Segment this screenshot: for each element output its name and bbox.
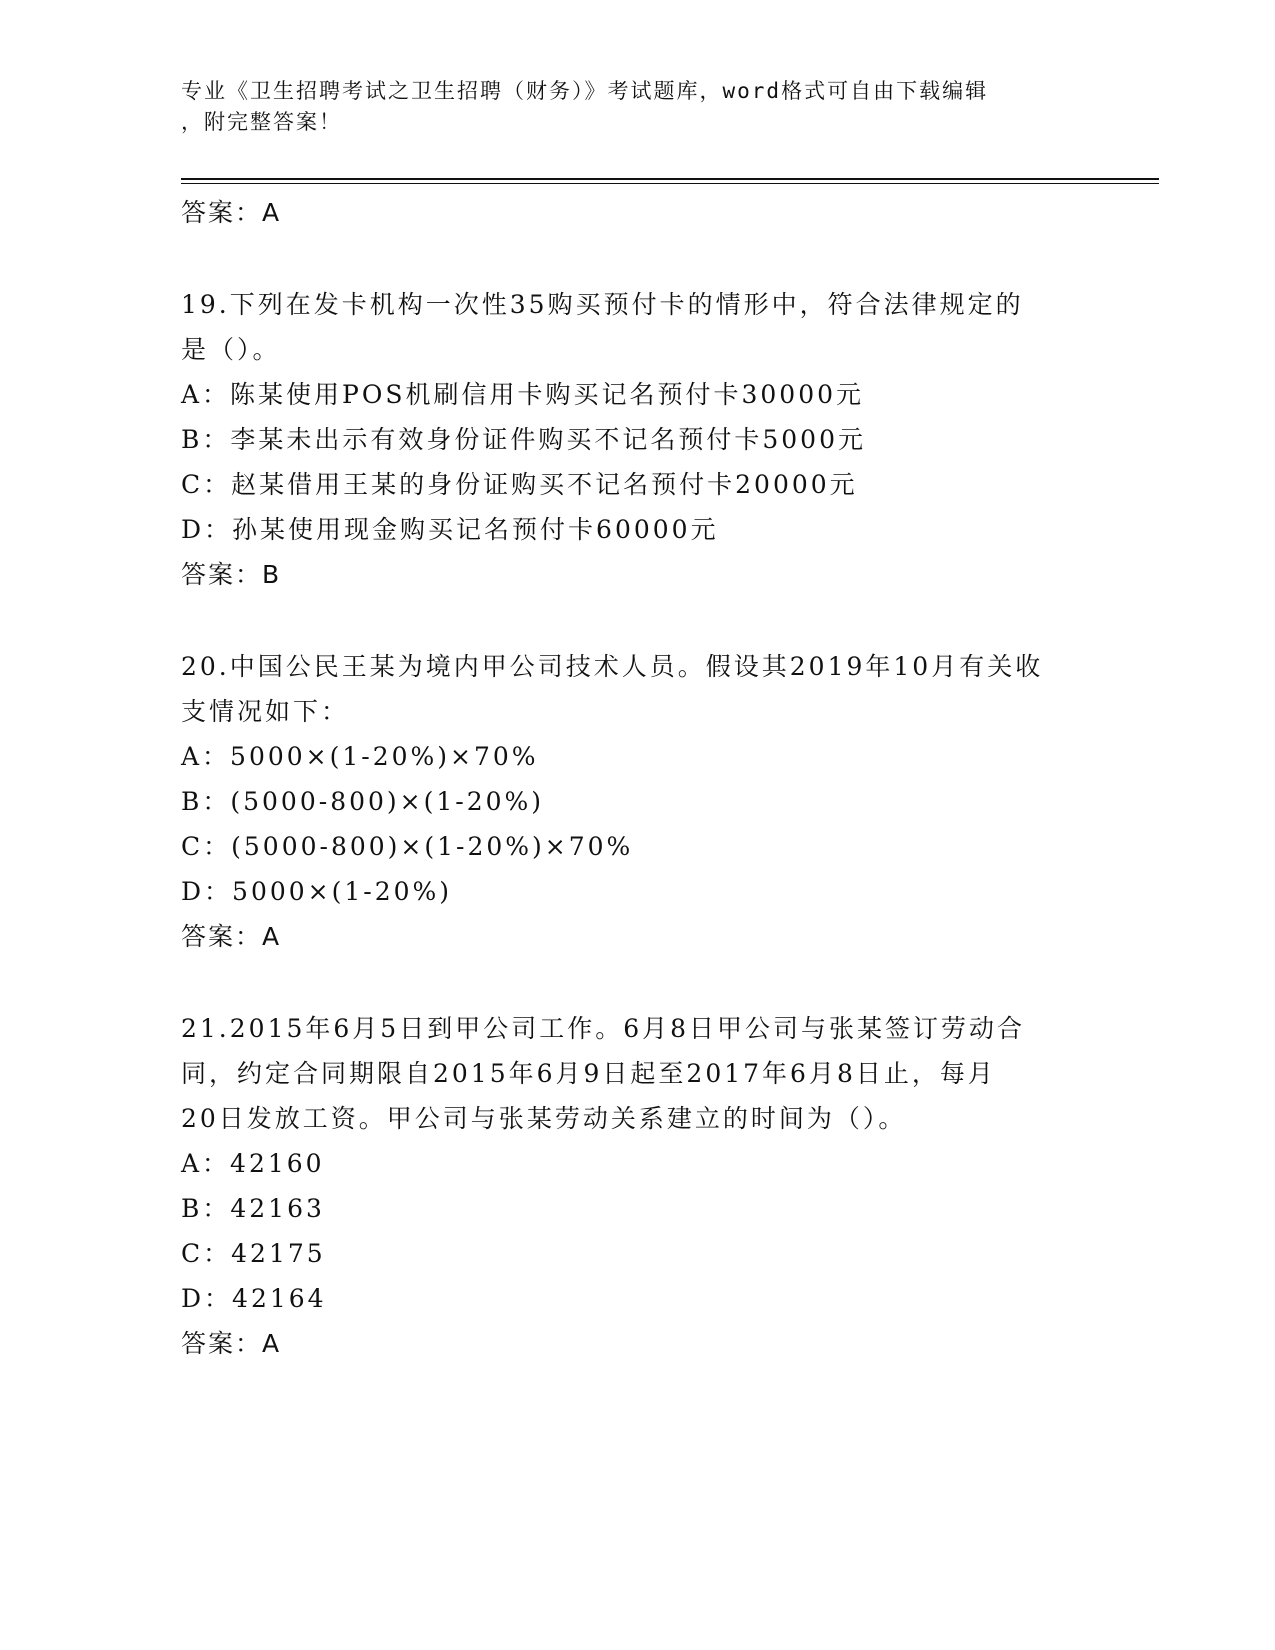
question-text: 是（）。	[181, 335, 281, 364]
option-c: C：(5000-800)×(1-20%)×70%	[181, 832, 634, 861]
header-line-1: 专业《卫生招聘考试之卫生招聘（财务）》考试题库，word格式可自由下载编辑	[181, 79, 989, 103]
option-b: B：李某未出示有效身份证件购买不记名预付卡5000元	[181, 425, 866, 454]
question-text: 支情况如下：	[181, 697, 350, 726]
option-b: B：(5000-800)×(1-20%)	[181, 787, 545, 816]
option-a: A：42160	[181, 1149, 325, 1178]
question-19	[181, 282, 1081, 597]
option-d: D：42164	[181, 1284, 327, 1313]
answer: 答案：A	[181, 922, 282, 951]
header-line-2: ，附完整答案！	[181, 110, 342, 134]
question-text: 19.下列在发卡机构一次性35购买预付卡的情形中，符合法律规定的	[181, 290, 1024, 319]
option-a: A：5000×(1-20%)×70%	[181, 742, 539, 771]
document-body	[181, 190, 1081, 1366]
option-d: D：孙某使用现金购买记名预付卡60000元	[181, 515, 719, 544]
answer-prev: 答案：A	[181, 198, 282, 227]
question-text: 20.中国公民王某为境内甲公司技术人员。假设其2019年10月有关收	[181, 652, 1044, 681]
document-header	[181, 76, 1061, 138]
question-text: 同，约定合同期限自2015年6月9日起至2017年6月8日止，每月	[181, 1059, 996, 1088]
option-a: A：陈某使用POS机刷信用卡购买记名预付卡30000元	[181, 380, 865, 409]
option-c: C：赵某借用王某的身份证购买不记名预付卡20000元	[181, 470, 858, 499]
question-text: 21.2015年6月5日到甲公司工作。6月8日甲公司与张某签订劳动合	[181, 1014, 1026, 1043]
header-rule-thick	[181, 178, 1159, 180]
question-text: 20日发放工资。甲公司与张某劳动关系建立的时间为（）。	[181, 1104, 907, 1133]
header-rule-thin	[181, 183, 1159, 184]
option-d: D：5000×(1-20%)	[181, 877, 453, 906]
option-c: C：42175	[181, 1239, 326, 1268]
answer: 答案：B	[181, 560, 282, 589]
answer: 答案：A	[181, 1329, 282, 1358]
question-20	[181, 644, 1081, 959]
question-21	[181, 1006, 1081, 1366]
option-b: B：42163	[181, 1194, 325, 1223]
